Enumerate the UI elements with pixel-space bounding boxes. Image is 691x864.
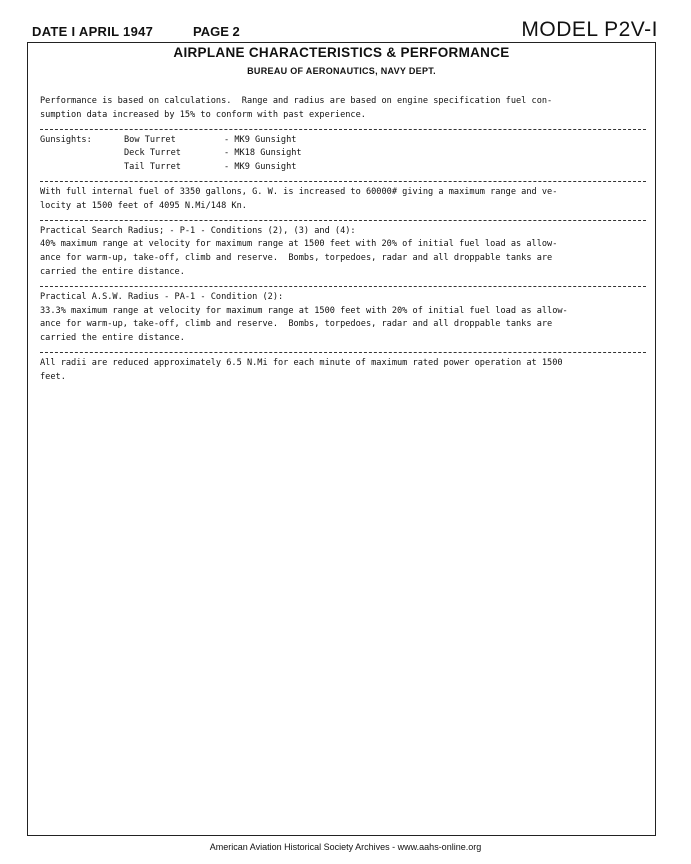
dashed-divider — [40, 286, 646, 287]
radii-note-paragraph — [40, 357, 646, 385]
gunsight-model: - MK18 Gunsight — [224, 148, 302, 159]
dashed-divider — [40, 181, 646, 182]
dashed-divider — [40, 220, 646, 221]
text-line: All radii are reduced approximately 6.5 N.Mi for each minute of maximum rated power operation at 1500 — [40, 357, 563, 368]
aircraft-model: MODEL P2V-I — [521, 18, 658, 41]
text-line: feet. — [40, 371, 66, 382]
document-body — [40, 95, 646, 385]
text-line: Performance is based on calculations. Range and radius are based on engine specification fuel con- — [40, 96, 553, 106]
gunsights-label: Gunsights: — [40, 134, 92, 145]
performance-paragraph — [40, 95, 646, 123]
asw-radius-paragraph — [40, 291, 646, 346]
gunsight-model: - MK9 Gunsight — [224, 134, 297, 145]
dashed-divider — [40, 352, 646, 353]
page-number: PAGE 2 — [193, 24, 240, 39]
document-frame — [27, 42, 656, 836]
document-date: DATE I APRIL 1947 — [32, 24, 154, 39]
document-title: AIRPLANE CHARACTERISTICS & PERFORMANCE — [173, 45, 510, 60]
turret-name: Tail Turret — [124, 162, 181, 173]
gunsight-row — [40, 161, 646, 175]
text-line: 40% maximum range at velocity for maximum range at 1500 feet with 20% of initial fuel load as allow- — [40, 239, 558, 250]
fuel-paragraph — [40, 186, 646, 214]
text-line: sumption data increased by 15% to conform with past experience. — [40, 109, 366, 120]
text-line: With full internal fuel of 3350 gallons, G. W. is increased to 60000# giving a maximum range and ve- — [40, 186, 558, 197]
text-line: carried the entire distance. — [40, 333, 185, 344]
text-line: 33.3% maximum range at velocity for maximum range at 1500 feet with 20% of initial fuel load as allow- — [40, 305, 568, 316]
document-subtitle: BUREAU OF AERONAUTICS, NAVY DEPT. — [247, 66, 436, 76]
search-radius-paragraph — [40, 225, 646, 280]
turret-name: Bow Turret — [124, 134, 176, 145]
gunsights-section — [40, 134, 646, 175]
text-line: locity at 1500 feet of 4095 N.Mi/148 Kn. — [40, 200, 247, 211]
text-line: carried the entire distance. — [40, 266, 185, 277]
archive-footer: American Aviation Historical Society Archives - www.aahs-online.org — [209, 842, 482, 852]
dashed-divider — [40, 129, 646, 130]
text-line: Practical A.S.W. Radius - PA-1 - Condition (2): — [40, 291, 284, 302]
gunsight-row — [40, 147, 646, 161]
text-line: Practical Search Radius; - P-1 - Conditions (2), (3) and (4): — [40, 225, 356, 236]
gunsight-row — [40, 134, 646, 148]
text-line: ance for warm-up, take-off, climb and reserve. Bombs, torpedoes, radar and all droppable tanks are — [40, 319, 553, 330]
page-header — [28, 20, 658, 44]
turret-name: Deck Turret — [124, 148, 181, 159]
gunsight-model: - MK9 Gunsight — [224, 162, 297, 173]
text-line: ance for warm-up, take-off, climb and reserve. Bombs, torpedoes, radar and all droppable tanks are — [40, 253, 553, 264]
